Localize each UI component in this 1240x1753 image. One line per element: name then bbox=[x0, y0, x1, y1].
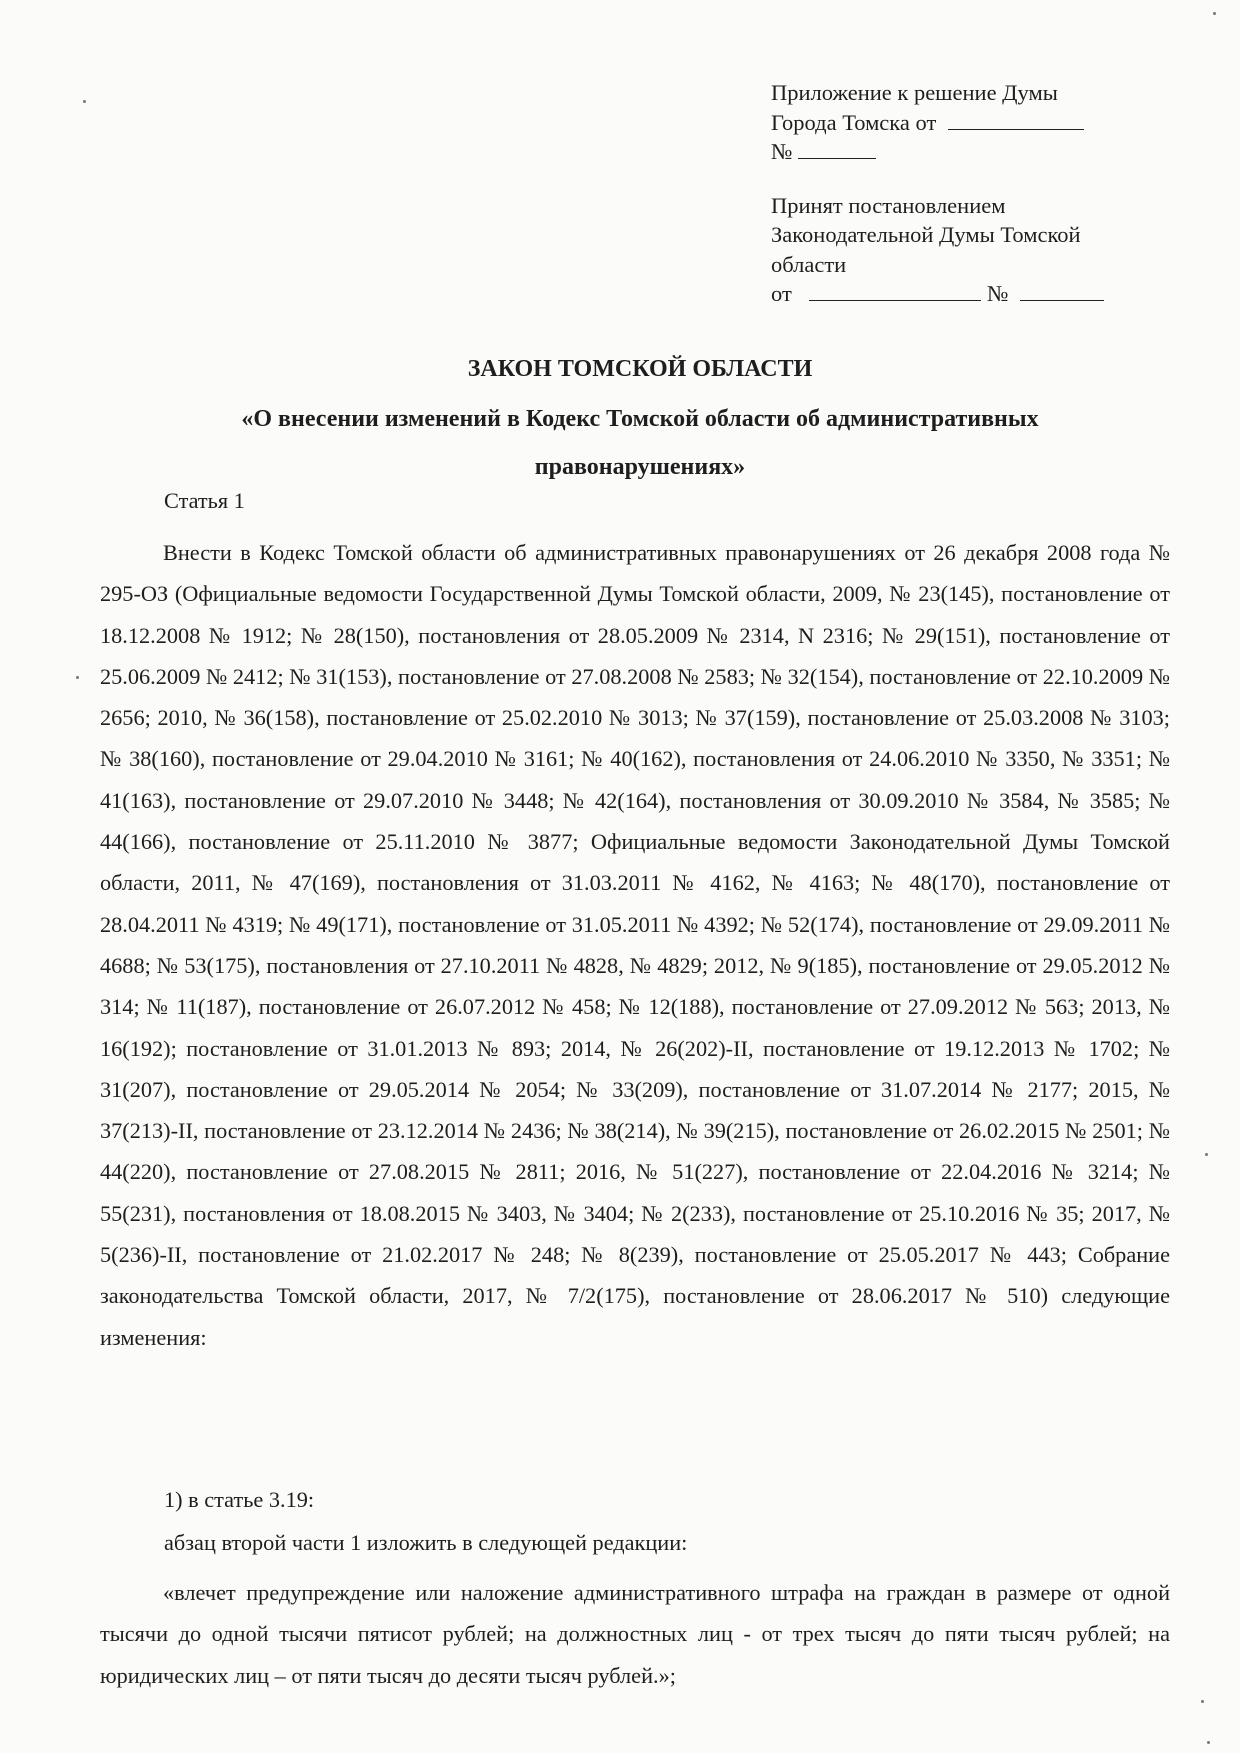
approval-line-2 bbox=[771, 108, 1191, 138]
accepted-line-4 bbox=[771, 279, 1191, 309]
approval-line-3 bbox=[771, 137, 1191, 167]
amendment-item-1: 1) в статье 3.19: bbox=[164, 1487, 315, 1512]
approval-city-label: Города Томска от bbox=[771, 109, 937, 135]
accepted-number-label: № bbox=[987, 281, 1009, 306]
intro-paragraph: Внести в Кодекс Томской области об административных правонарушениях от 26 декабря 2008 года № 295-ОЗ (Официальные ведомости Государственной Думы Томской области, 2009, № 23(145), постановление от 18.12.2008 № 1912; № 28(150), постановления от 28.05.2009 № 2314, N 2316; № 29(151), постановление от 25.06.2009 № 2412; № 31(153), постановление от 27.08.2008 № 2583; № 32(154), постановление от 22.10.2009 № 2656; 2010, № 36(158), постановление от 25.02.2010 № 3013; № 37(159), постановление от 25.03.2008 № 3103; № 38(160), постановление от 29.04.2010 № 3161; № 40(162), постановления от 24.06.2010 № 3350, № 3351; № 41(163), постановление от 29.07.2010 № 3448; № 42(164), постановления от 30.09.2010 № 3584, № 3585; № 44(166), постановление от 25.11.2010 № 3877; Официальные ведомости Законодательной Думы Томской области, 2011, № 47(169), постановления от 31.03.2011 № 4162, № 4163; № 48(170), постановление от 28.04.2011 № 4319; № 49(171), постановление от 31.05.2011 № 4392; № 52(174), постановление от 29.09.2011 № 4688; № 53(175), постановления от 27.10.2011 № 4828, № 4829; 2012, № 9(185), постановление от 29.05.2012 № 314; № 11(187), постановление от 26.07.2012 № 458; № 12(188), постановление от 27.09.2012 № 563; 2013, № 16(192); постановление от 31.01.2013 № 893; 2014, № 26(202)-II, постановление от 19.12.2013 № 1702; № 31(207), постановление от 29.05.2014 № 2054; № 33(209), постановление от 31.07.2014 № 2177; 2015, № 37(213)-II, постановление от 23.12.2014 № 2436; № 38(214), № 39(215), постановление от 26.02.2015 № 2501; № 44(220), постановление от 27.08.2015 № 2811; 2016, № 51(227), постановление от 22.04.2016 № 3214; № 55(231), постановления от 18.08.2015 № 3403, № 3404; № 2(233), постановление от 25.10.2016 № 35; 2017, № 5(236)-II, постановление от 21.02.2017 № 248; № 8(239), постановление от 25.05.2017 № 443; Собрание законодательства Томской области, 2017, № 7/2(175), постановление от 28.06.2017 № 510) следующие изменения: bbox=[100, 540, 1170, 1350]
number-blank bbox=[798, 138, 876, 159]
accepted-number-blank bbox=[1020, 280, 1104, 301]
scan-speck bbox=[1213, 12, 1216, 15]
approval-number-label: № bbox=[771, 139, 793, 164]
quote-paragraph-block bbox=[100, 1572, 1170, 1696]
date-blank bbox=[948, 109, 1084, 130]
scan-speck bbox=[76, 676, 79, 679]
accepted-date-blank bbox=[809, 280, 981, 301]
law-subtitle-line-2: правонарушениях» bbox=[534, 454, 746, 480]
article-heading: Статья 1 bbox=[164, 488, 245, 513]
accepted-line-2: Законодательной Думы Томской bbox=[771, 222, 1081, 247]
approval-line-1: Приложение к решение Думы bbox=[771, 80, 1058, 105]
law-subtitle-line-1: «О внесении изменений в Кодекс Томской области об административных bbox=[241, 406, 1039, 432]
scan-speck bbox=[1205, 1153, 1208, 1156]
accepted-line-3: области bbox=[771, 251, 847, 277]
law-title: ЗАКОН ТОМСКОЙ ОБЛАСТИ bbox=[467, 356, 813, 382]
approval-block bbox=[771, 78, 1191, 309]
intro-paragraph-block bbox=[100, 532, 1170, 1358]
accepted-line-1: Принят постановлением bbox=[771, 192, 1006, 218]
amendment-instruction: абзац второй части 1 изложить в следующей редакции: bbox=[164, 1530, 688, 1555]
accepted-from-label: от bbox=[771, 281, 792, 306]
scan-speck bbox=[83, 100, 86, 103]
scan-speck bbox=[1201, 1700, 1204, 1703]
scan-speck bbox=[1207, 1741, 1210, 1744]
quote-paragraph: «влечет предупреждение или наложение административного штрафа на граждан в размере от одной тысячи до одной тысячи пятисот рублей; на должностных лиц - от трех тысяч до пяти тысяч рублей; на юридических лиц – от пяти тысяч до десяти тысяч рублей.»; bbox=[100, 1580, 1170, 1688]
accepted-block bbox=[771, 191, 1191, 309]
